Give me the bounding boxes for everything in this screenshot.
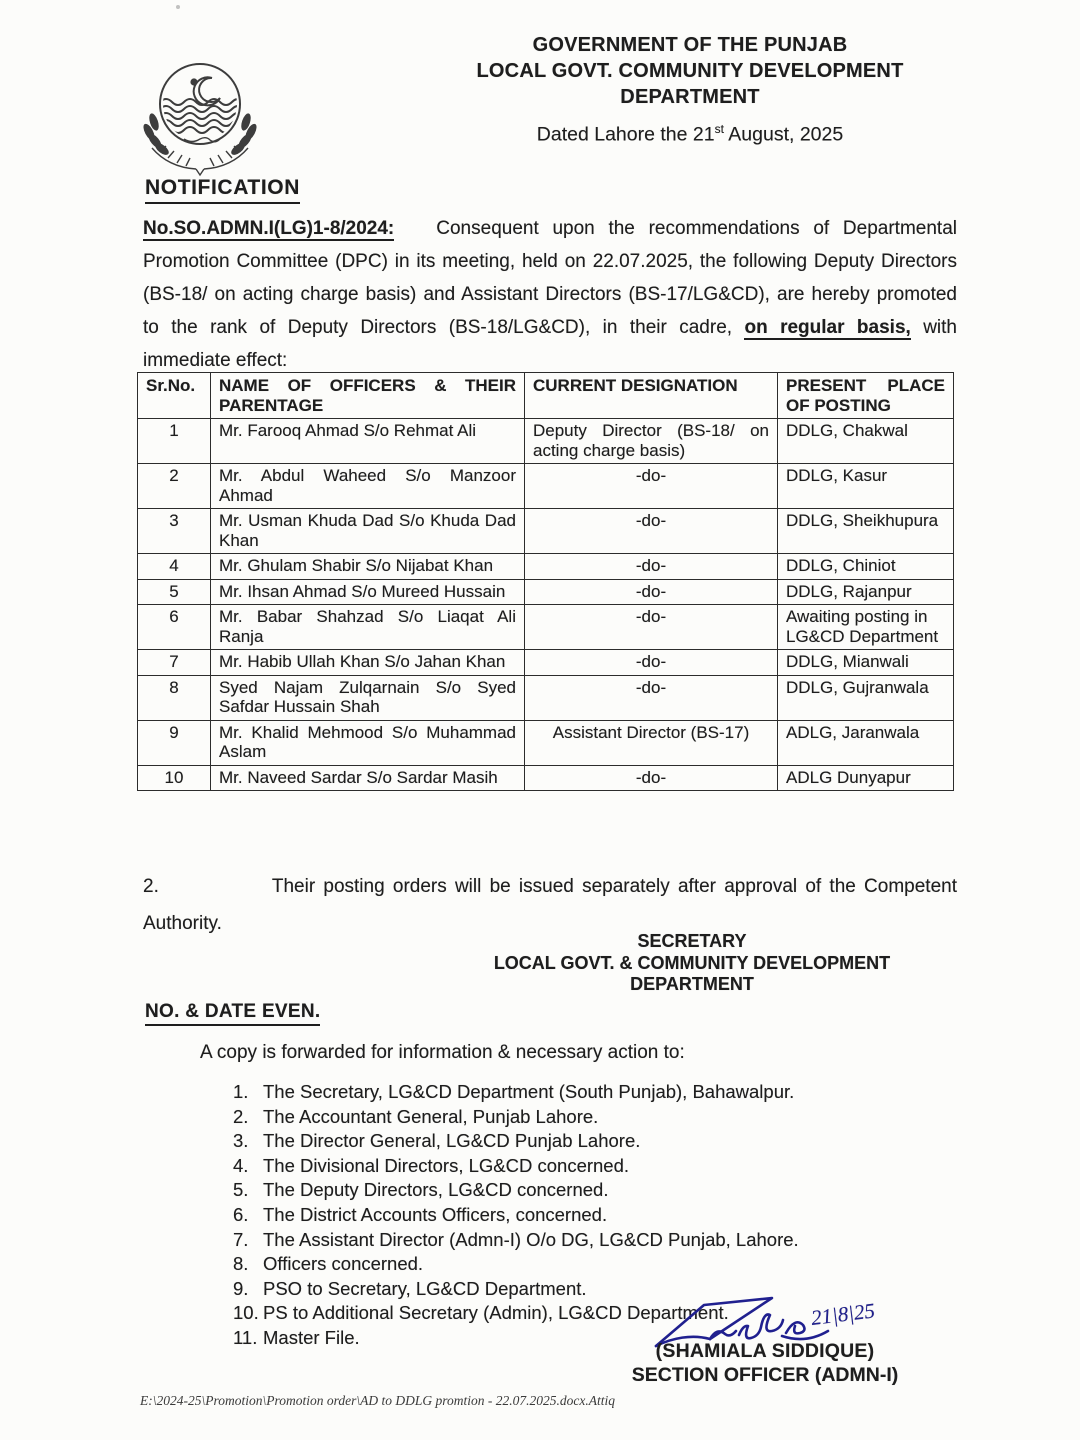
list-item: [233, 1178, 873, 1203]
list-item-text: The District Accounts Officers, concerned.: [263, 1203, 608, 1225]
cell-current-designation: -do-: [525, 675, 778, 720]
table-row: [138, 720, 954, 765]
header-designation: CURRENT DESIGNATION: [525, 373, 778, 419]
cell-place-of-posting: Awaiting posting in LG&CD Department: [778, 605, 954, 650]
emblem-graphic: [132, 56, 272, 178]
cell-place-of-posting: ADLG Dunyapur: [778, 765, 954, 791]
cell-officer-name: Mr. Ihsan Ahmad S/o Mureed Hussain: [211, 579, 525, 605]
scan-artifact-dot: [176, 5, 180, 9]
table-row: [138, 765, 954, 791]
list-item-number: 5.: [233, 1179, 249, 1201]
header-sr-no: Sr.No.: [138, 373, 211, 419]
cell-current-designation: -do-: [525, 579, 778, 605]
date-prefix: Dated Lahore the 21: [536, 123, 715, 146]
table-row: [138, 419, 954, 464]
list-item-number: 3.: [233, 1130, 249, 1152]
list-item: [233, 1129, 873, 1154]
cell-officer-name: Syed Najam Zulqarnain S/o Syed Safdar Hussain Shah: [211, 675, 525, 720]
list-item-text: Master File.: [263, 1326, 360, 1348]
para2-text: Their posting orders will be issued separately after approval of the Competent Authority.: [143, 876, 957, 934]
cell-sr-no: 1: [138, 419, 211, 464]
cell-officer-name: Mr. Farooq Ahmad S/o Rehmat Ali: [211, 419, 525, 464]
cell-place-of-posting: DDLG, Mianwali: [778, 650, 954, 676]
regular-basis-emphasis: on regular basis,: [744, 317, 911, 338]
list-item-text: The Divisional Directors, LG&CD concerned.: [263, 1154, 630, 1176]
cell-sr-no: 5: [138, 579, 211, 605]
list-item-text: PS to Additional Secretary (Admin), LG&CD Department.: [263, 1302, 729, 1324]
cell-current-designation: -do-: [525, 650, 778, 676]
punjab-government-emblem: [132, 56, 272, 178]
dept-line-1: GOVERNMENT OF THE PUNJAB: [532, 34, 848, 56]
cell-officer-name: Mr. Ghulam Shabir S/o Nijabat Khan: [211, 554, 525, 580]
cell-current-designation: Assistant Director (BS-17): [525, 720, 778, 765]
cell-current-designation: -do-: [525, 605, 778, 650]
signatory-name: (SHAMIALA SIDDIQUE): [655, 1340, 875, 1362]
list-item: [233, 1080, 873, 1105]
cell-place-of-posting: ADLG, Jaranwala: [778, 720, 954, 765]
department-heading: [410, 32, 970, 110]
table-row: [138, 554, 954, 580]
promoted-officers-table: [137, 372, 954, 791]
signatory-line-2: LOCAL GOVT. & COMMUNITY DEVELOPMENT: [493, 952, 891, 973]
table-header-row: [138, 373, 954, 419]
date-line: [410, 122, 970, 147]
list-item-number: 1.: [233, 1081, 249, 1102]
cell-place-of-posting: DDLG, Chiniot: [778, 554, 954, 580]
table-row: [138, 675, 954, 720]
date-suffix: August, 2025: [723, 123, 844, 146]
list-item-number: 4.: [233, 1154, 249, 1176]
list-item-text: The Accountant General, Punjab Lahore.: [263, 1105, 599, 1127]
list-item-number: 7.: [233, 1228, 249, 1250]
list-item-text: The Director General, LG&CD Punjab Lahore.: [263, 1130, 641, 1152]
table-row: [138, 509, 954, 554]
reference-number: No.SO.ADMN.I(LG)1-8/2024:: [143, 218, 395, 239]
cell-place-of-posting: DDLG, Rajanpur: [778, 579, 954, 605]
cell-officer-name: Mr. Babar Shahzad S/o Liaqat Ali Ranja: [211, 605, 525, 650]
cell-current-designation: -do-: [525, 509, 778, 554]
notification-heading: NOTIFICATION: [145, 176, 300, 204]
officers-table-body: [138, 419, 954, 791]
list-item: [233, 1228, 873, 1253]
list-item-number: 2.: [233, 1105, 249, 1127]
footer-file-path: E:\2024-25\Promotion\Promotion order\AD to DDLG promtion - 22.07.2025.docx.Attiq: [140, 1393, 615, 1408]
cell-sr-no: 7: [138, 650, 211, 676]
cell-sr-no: 3: [138, 509, 211, 554]
signatory-title: SECTION OFFICER (ADMN-I): [631, 1364, 899, 1386]
list-item-number: 6.: [233, 1203, 249, 1225]
list-item-text: The Deputy Directors, LG&CD concerned.: [263, 1179, 609, 1201]
table-row: [138, 650, 954, 676]
cell-place-of-posting: DDLG, Chakwal: [778, 419, 954, 464]
signature-date: 21|8|25: [809, 1298, 877, 1330]
list-item: [233, 1105, 873, 1130]
cell-sr-no: 8: [138, 675, 211, 720]
cell-officer-name: Mr. Habib Ullah Khan S/o Jahan Khan: [211, 650, 525, 676]
signatory-line-3: DEPARTMENT: [630, 974, 754, 994]
list-item-text: Officers concerned.: [263, 1253, 424, 1275]
cell-place-of-posting: DDLG, Sheikhupura: [778, 509, 954, 554]
list-item-number: 8.: [233, 1253, 249, 1275]
cell-current-designation: -do-: [525, 765, 778, 791]
list-item-text: The Assistant Director (Admn-I) O/o DG, LG&CD Punjab, Lahore.: [263, 1228, 799, 1250]
cell-sr-no: 10: [138, 765, 211, 791]
list-item-text: The Secretary, LG&CD Department (South Punjab), Bahawalpur.: [263, 1081, 795, 1102]
cell-officer-name: Mr. Abdul Waheed S/o Manzoor Ahmad: [211, 464, 525, 509]
cell-current-designation: -do-: [525, 554, 778, 580]
cell-sr-no: 4: [138, 554, 211, 580]
cell-current-designation: -do-: [525, 464, 778, 509]
cell-current-designation: Deputy Director (BS-18/ on acting charge basis): [525, 419, 778, 464]
signatory-block: [432, 931, 952, 996]
signatory-line-1: SECRETARY: [637, 931, 747, 951]
date-superscript: st: [714, 122, 724, 136]
copy-forwarded-line: A copy is forwarded for information & necessary action to:: [200, 1042, 685, 1063]
cell-sr-no: 2: [138, 464, 211, 509]
table-row: [138, 464, 954, 509]
header-posting: PRESENT PLACE OF POSTING: [778, 373, 954, 419]
cell-officer-name: Mr. Usman Khuda Dad S/o Khuda Dad Khan: [211, 509, 525, 554]
cell-officer-name: Mr. Khalid Mehmood S/o Muhammad Aslam: [211, 720, 525, 765]
cell-place-of-posting: DDLG, Gujranwala: [778, 675, 954, 720]
para2-number: 2.: [143, 876, 159, 897]
cell-officer-name: Mr. Naveed Sardar S/o Sardar Masih: [211, 765, 525, 791]
list-item: [233, 1154, 873, 1179]
cell-sr-no: 9: [138, 720, 211, 765]
table-row: [138, 605, 954, 650]
header-name: NAME OF OFFICERS & THEIR PARENTAGE: [211, 373, 525, 419]
no-date-even-heading: NO. & DATE EVEN.: [145, 1001, 320, 1026]
table-row: [138, 579, 954, 605]
cell-sr-no: 6: [138, 605, 211, 650]
list-item-number: 10.: [233, 1302, 259, 1324]
list-item: [233, 1203, 873, 1228]
opening-paragraph: [143, 212, 957, 377]
list-item: [233, 1252, 873, 1277]
dept-line-3: DEPARTMENT: [620, 86, 760, 108]
list-item-text: PSO to Secretary, LG&CD Department.: [263, 1277, 587, 1299]
paragraph-text: Consequent upon the recommendations of Departmental Promotion Committee (DPC) in its meeting, held on 22.07.2025, the following Deputy Directors (BS-18/ on acting charge basis) and Assistant Directors (BS-17/LG&CD), are hereby promoted to the rank of Deputy Directors (BS-18/LG&CD), in their cadre,: [143, 218, 957, 338]
cell-place-of-posting: DDLG, Kasur: [778, 464, 954, 509]
list-item-number: 11.: [233, 1326, 258, 1348]
dept-line-2: LOCAL GOVT. COMMUNITY DEVELOPMENT: [476, 60, 904, 82]
list-item-number: 9.: [233, 1277, 249, 1299]
paragraph-text-end: with immediate effect:: [143, 317, 957, 371]
